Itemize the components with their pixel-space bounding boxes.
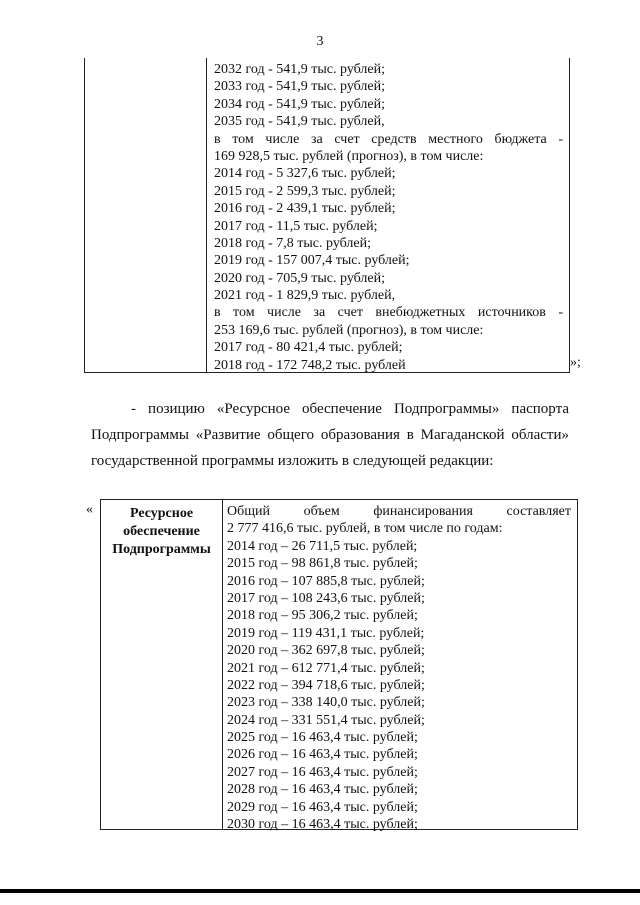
text-line: 2020 год – 362 697,8 тыс. рублей; xyxy=(227,643,425,659)
text-line: 2016 год – 107 885,8 тыс. рублей; xyxy=(227,573,425,589)
paragraph-line: государственной программы изложить в следующей редакции: xyxy=(91,453,494,469)
text-line: 2019 год - 157 007,4 тыс. рублей; xyxy=(214,253,410,269)
text-line: 2014 год - 5 327,6 тыс. рублей; xyxy=(214,166,396,182)
text-line: 2018 год - 7,8 тыс. рублей; xyxy=(214,235,372,251)
resource-provision-table xyxy=(100,499,578,833)
text-line: 2024 год – 331 551,4 тыс. рублей; xyxy=(227,712,425,728)
text-line: 2028 год – 16 463,4 тыс. рублей; xyxy=(227,782,418,798)
text-line: в том числе за счет внебюджетных источников - xyxy=(214,305,563,321)
text-line: 2018 год - 172 748,2 тыс. рублей xyxy=(214,357,406,373)
text-line: 2030 год – 16 463,4 тыс. рублей; xyxy=(227,817,418,833)
text-line: в том числе за счет средств местного бюджета - xyxy=(214,131,563,147)
text-line: 2014 год – 26 711,5 тыс. рублей; xyxy=(227,538,418,554)
text-line: 2027 год – 16 463,4 тыс. рублей; xyxy=(227,764,418,780)
text-line: 2022 год – 394 718,6 тыс. рублей; xyxy=(227,677,425,693)
text-line: 2 777 416,6 тыс. рублей, в том числе по годам: xyxy=(227,521,503,537)
opening-quote: « xyxy=(86,502,93,517)
text-line: 2021 год - 1 829,9 тыс. рублей, xyxy=(214,288,396,304)
text-line: 2019 год – 119 431,1 тыс. рублей; xyxy=(227,625,425,641)
column-divider xyxy=(222,500,223,829)
text-line: 2023 год – 338 140,0 тыс. рублей; xyxy=(227,695,425,711)
page-number: 3 xyxy=(316,34,324,49)
funding-table-continued xyxy=(84,58,570,373)
amendment-paragraph xyxy=(91,396,569,474)
text-line: 2016 год - 2 439,1 тыс. рублей; xyxy=(214,201,396,217)
text-line: 2015 год – 98 861,8 тыс. рублей; xyxy=(227,556,418,572)
label-line: Ресурсное xyxy=(129,506,194,521)
text-line: 2017 год – 108 243,6 тыс. рублей; xyxy=(227,590,425,606)
row-label-cell xyxy=(101,505,222,559)
text-line: 2033 год - 541,9 тыс. рублей; xyxy=(214,79,386,95)
text-line: 2026 год – 16 463,4 тыс. рублей; xyxy=(227,747,418,763)
page-bottom-rule xyxy=(0,889,640,893)
text-line: 2025 год – 16 463,4 тыс. рублей; xyxy=(227,730,418,746)
text-line: 2018 год – 95 306,2 тыс. рублей; xyxy=(227,608,418,624)
paragraph-line: - позицию «Ресурсное обеспечение Подпрограммы» паспорта xyxy=(131,401,569,417)
closing-quote: »; xyxy=(570,355,581,370)
label-line: обеспечение xyxy=(123,524,200,539)
text-line: 2017 год - 11,5 тыс. рублей; xyxy=(214,218,378,234)
funding-text-cell xyxy=(214,61,563,374)
text-line: 2035 год - 541,9 тыс. рублей, xyxy=(214,114,385,130)
label-line: Подпрограммы xyxy=(112,542,211,557)
text-line: 2017 год - 80 421,4 тыс. рублей; xyxy=(214,340,403,356)
text-line: 2034 год - 541,9 тыс. рублей; xyxy=(214,96,386,112)
funding-text-cell xyxy=(227,503,571,833)
text-line: 253 169,6 тыс. рублей (прогноз), в том числе: xyxy=(214,322,484,338)
text-line: 2015 год - 2 599,3 тыс. рублей; xyxy=(214,183,396,199)
text-line: Общий объем финансирования составляет xyxy=(227,504,571,519)
text-line: 2032 год - 541,9 тыс. рублей; xyxy=(214,62,386,77)
text-line: 2029 год – 16 463,4 тыс. рублей; xyxy=(227,799,418,815)
text-line: 2020 год - 705,9 тыс. рублей; xyxy=(214,270,386,286)
column-divider xyxy=(206,58,207,372)
paragraph-line: Подпрограммы «Развитие общего образования в Магаданской области» xyxy=(91,427,569,443)
text-line: 2021 год – 612 771,4 тыс. рублей; xyxy=(227,660,425,676)
text-line: 169 928,5 тыс. рублей (прогноз), в том числе: xyxy=(214,148,484,164)
